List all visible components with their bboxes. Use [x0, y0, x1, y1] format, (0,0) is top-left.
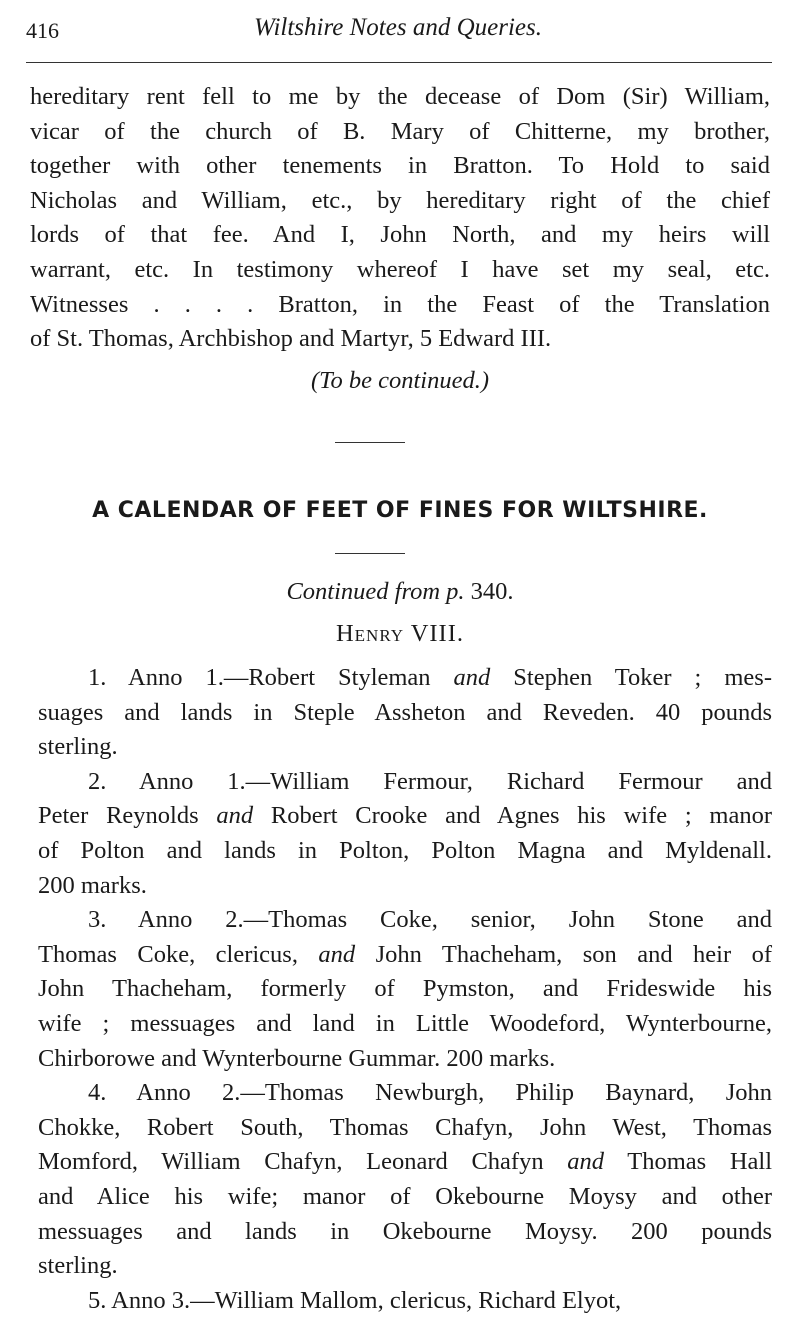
text-segment: 5. Anno 3.—William Mallom, clericus, Richard Elyot, — [88, 1286, 622, 1314]
text-segment: vicar of the church of B. Mary of Chitterne, my brother, — [30, 117, 770, 145]
text-segment: Witnesses . . . . Bratton, in the Feast of the Translation — [30, 290, 770, 318]
text-line — [30, 115, 770, 150]
text-line — [38, 1249, 772, 1284]
text-line — [38, 1076, 772, 1111]
text-segment: messuages and lands in Okebourne Moysy. 200 pounds — [38, 1217, 772, 1245]
reign-text: Henry VIII. — [335, 619, 464, 647]
text-line — [38, 972, 772, 1007]
italic-word: and — [216, 802, 254, 830]
to-be-continued-block — [30, 364, 770, 399]
fine-entry — [38, 1284, 772, 1319]
text-segment: together with other tenements in Bratton. To Hold to said — [30, 152, 770, 180]
text-line — [38, 696, 772, 731]
text-line — [38, 1180, 772, 1215]
reign-heading — [30, 617, 770, 652]
text-line — [38, 799, 772, 834]
text-line — [38, 834, 772, 869]
continued-from — [30, 575, 770, 610]
text-segment: John Thacheham, son and heir of — [355, 940, 772, 968]
page-number: 416 — [26, 18, 59, 43]
italic-word: and — [318, 940, 356, 968]
text-segment: 2. Anno 1.—William Fermour, Richard Fermour and — [88, 767, 772, 795]
running-title: Wiltshire Notes and Queries. — [254, 14, 542, 41]
fine-entry — [38, 903, 772, 1076]
text-line — [38, 1284, 772, 1319]
text-line — [38, 869, 772, 904]
article-title: A CALENDAR OF FEET OF FINES FOR WILTSHIRE. — [92, 498, 708, 523]
article-subhead — [30, 575, 770, 651]
text-line — [38, 903, 772, 938]
text-line — [38, 1145, 772, 1180]
text-line — [30, 322, 770, 357]
header-rule — [26, 62, 772, 63]
text-segment: Thomas Hall — [604, 1148, 773, 1176]
text-segment: lords of that fee. And I, John North, and my heirs will — [30, 221, 770, 249]
text-line — [38, 661, 772, 696]
continued-from-text: Continued from p. — [286, 578, 465, 605]
to-be-continued — [30, 364, 770, 399]
text-segment: 200 marks. — [38, 871, 147, 899]
text-line — [38, 1111, 772, 1146]
text-segment: of Polton and lands in Polton, Polton Magna and Myldenall. — [38, 836, 772, 864]
text-segment: 1. Anno 1.—Robert Styleman — [88, 664, 454, 691]
text-segment: Robert Crooke and Agnes his wife ; manor — [253, 802, 772, 830]
text-segment: and Alice his wife; manor of Okebourne Moysy and other — [38, 1182, 772, 1210]
text-segment: sterling. — [38, 1252, 118, 1280]
text-segment: Chokke, Robert South, Thomas Chafyn, John West, Thomas — [38, 1113, 772, 1141]
continued-page: 340. — [470, 578, 514, 605]
italic-word: and — [453, 664, 491, 691]
text-segment: Peter Reynolds — [38, 802, 217, 830]
text-segment: Thomas Coke, clericus, — [38, 940, 319, 968]
continuation-paragraph — [30, 80, 770, 357]
text-segment: Nicholas and William, etc., by hereditary right of the chief — [30, 186, 770, 214]
fine-entry — [38, 765, 772, 903]
fine-entry — [38, 1076, 772, 1284]
to-be-continued-text: (To be continued.) — [310, 367, 490, 394]
text-segment: suages and lands in Steple Assheton and Reveden. 40 pounds — [38, 698, 772, 726]
entries-list — [38, 661, 772, 1318]
text-segment: hereditary rent fell to me by the decease of Dom (Sir) William, — [30, 83, 770, 110]
text-segment: 4. Anno 2.—Thomas Newburgh, Philip Baynard, John — [88, 1079, 772, 1107]
text-line — [30, 288, 770, 323]
text-segment: Stephen Toker ; mes- — [490, 664, 772, 691]
text-line — [30, 80, 770, 115]
text-line — [38, 1215, 772, 1250]
title-rule — [335, 553, 405, 554]
text-line — [30, 149, 770, 184]
text-line — [30, 253, 770, 288]
italic-word: and — [567, 1148, 604, 1176]
text-segment: John Thacheham, formerly of Pymston, and Frideswide his — [38, 975, 772, 1003]
text-segment: 3. Anno 2.—Thomas Coke, senior, John Stone and — [88, 906, 772, 934]
text-segment: Momford, William Chafyn, Leonard Chafyn — [38, 1148, 568, 1176]
page-header — [26, 14, 770, 48]
text-segment: Chirborowe and Wynterbourne Gummar. 200 marks. — [38, 1044, 556, 1072]
text-segment: warrant, etc. In testimony whereof I have set my seal, etc. — [30, 255, 770, 283]
text-segment: of St. Thomas, Archbishop and Martyr, 5 Edward III. — [30, 325, 552, 353]
text-line — [38, 1007, 772, 1042]
text-segment: sterling. — [38, 733, 118, 761]
text-line — [38, 730, 772, 765]
text-line — [38, 765, 772, 800]
text-segment: wife ; messuages and land in Little Woodeford, Wynterbourne, — [38, 1009, 772, 1037]
section-divider — [335, 442, 405, 443]
fine-entry — [38, 661, 772, 765]
text-line — [38, 938, 772, 973]
text-line — [38, 1042, 772, 1077]
text-line — [30, 184, 770, 219]
text-line — [30, 218, 770, 253]
